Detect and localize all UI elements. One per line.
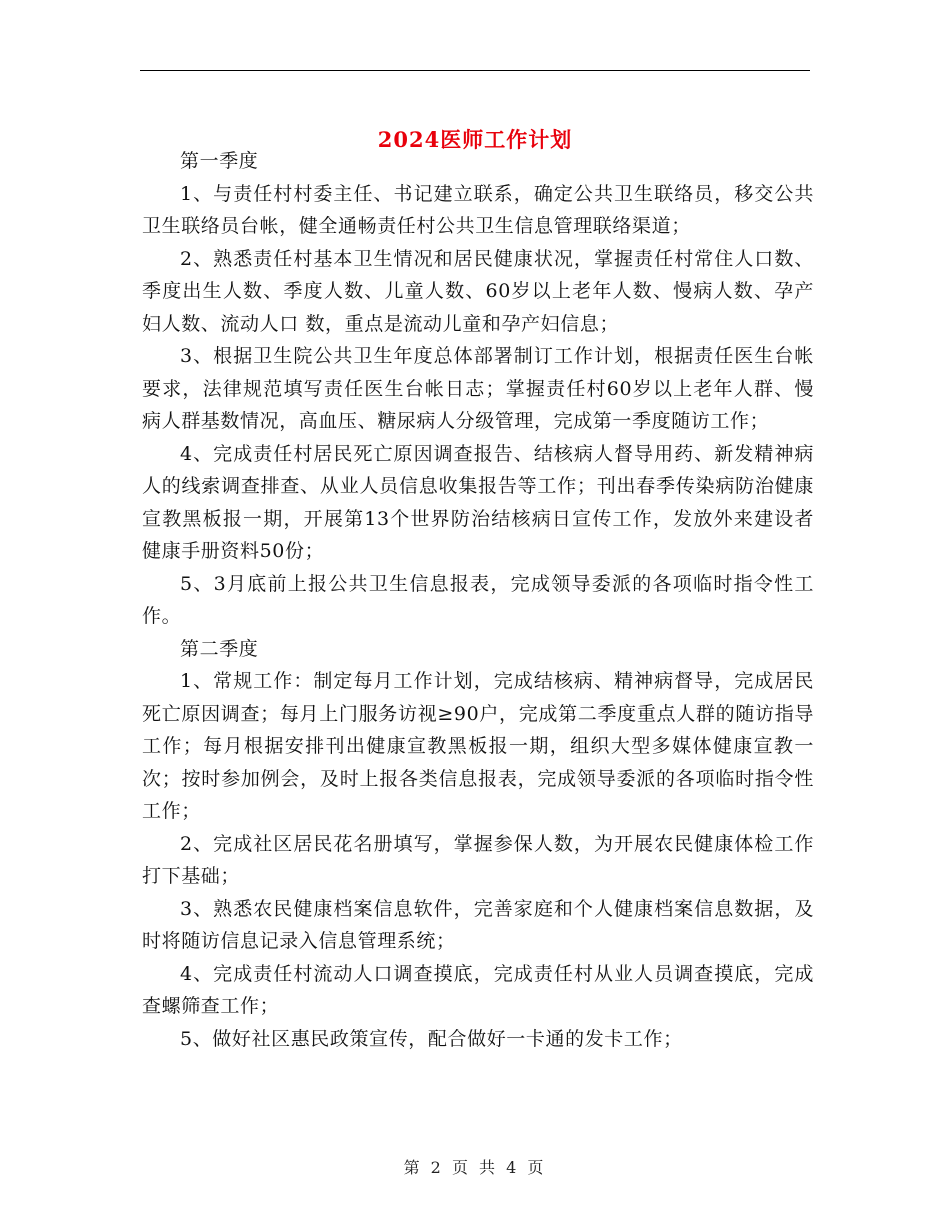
q2-item-3: 3、熟悉农民健康档案信息软件，完善家庭和个人健康档案信息数据，及时将随访信息记录入信息管理系统；: [142, 897, 814, 952]
section-heading-q2: 第二季度: [180, 637, 259, 660]
q2-item-5: 5、做好社区惠民政策宣传，配合做好一卡通的发卡工作；: [180, 1027, 683, 1050]
q1-item-4: 4、完成责任村居民死亡原因调查报告、结核病人督导用药、新发精神病人的线索调查排查、从业人员信息收集报告等工作；刊出春季传染病防治健康宣教黑板报一期，开展第13个世界防治结核病日宣传工作，发放外来建设者健康手册资料50份；: [142, 442, 814, 562]
document-body: [142, 145, 814, 1055]
section-heading-q1: 第一季度: [180, 150, 259, 172]
q2-item-4: 4、完成责任村流动人口调查摸底，完成责任村从业人员调查摸底，完成查螺筛查工作；: [142, 962, 814, 1017]
page-footer: 第 2 页 共 4 页: [403, 1158, 547, 1177]
q1-item-5: 5、3月底前上报公共卫生信息报表，完成领导委派的各项临时指令性工作。: [142, 572, 814, 627]
document-title: 2024医师工作计划: [377, 127, 573, 153]
q1-item-1: 1、与责任村村委主任、书记建立联系，确定公共卫生联络员，移交公共卫生联络员台帐，健全通畅责任村公共卫生信息管理联络渠道；: [142, 182, 814, 237]
q2-item-2: 2、完成社区居民花名册填写，掌握参保人数，为开展农民健康体检工作打下基础；: [142, 832, 814, 887]
q2-item-1: 1、常规工作：制定每月工作计划，完成结核病、精神病督导，完成居民死亡原因调查；每月上门服务访视≥90户，完成第二季度重点人群的随访指导工作；每月根据安排刊出健康宣教黑板报一期，组织大型多媒体健康宣教一次；按时参加例会，及时上报各类信息报表，完成领导委派的各项临时指令性工作；: [142, 670, 814, 822]
q1-item-3: 3、根据卫生院公共卫生年度总体部署制订工作计划，根据责任医生台帐要求，法律规范填写责任医生台帐日志；掌握责任村60岁以上老年人群、慢病人群基数情况，高血压、糖尿病人分级管理，完成第一季度随访工作；: [142, 345, 814, 432]
header-rule: [140, 70, 810, 71]
q1-item-2: 2、熟悉责任村基本卫生情况和居民健康状况，掌握责任村常住人口数、季度出生人数、季度人数、儿童人数、60岁以上老年人数、慢病人数、孕产妇人数、流动人口 数，重点是流动儿童和孕产妇信息；: [142, 247, 814, 335]
